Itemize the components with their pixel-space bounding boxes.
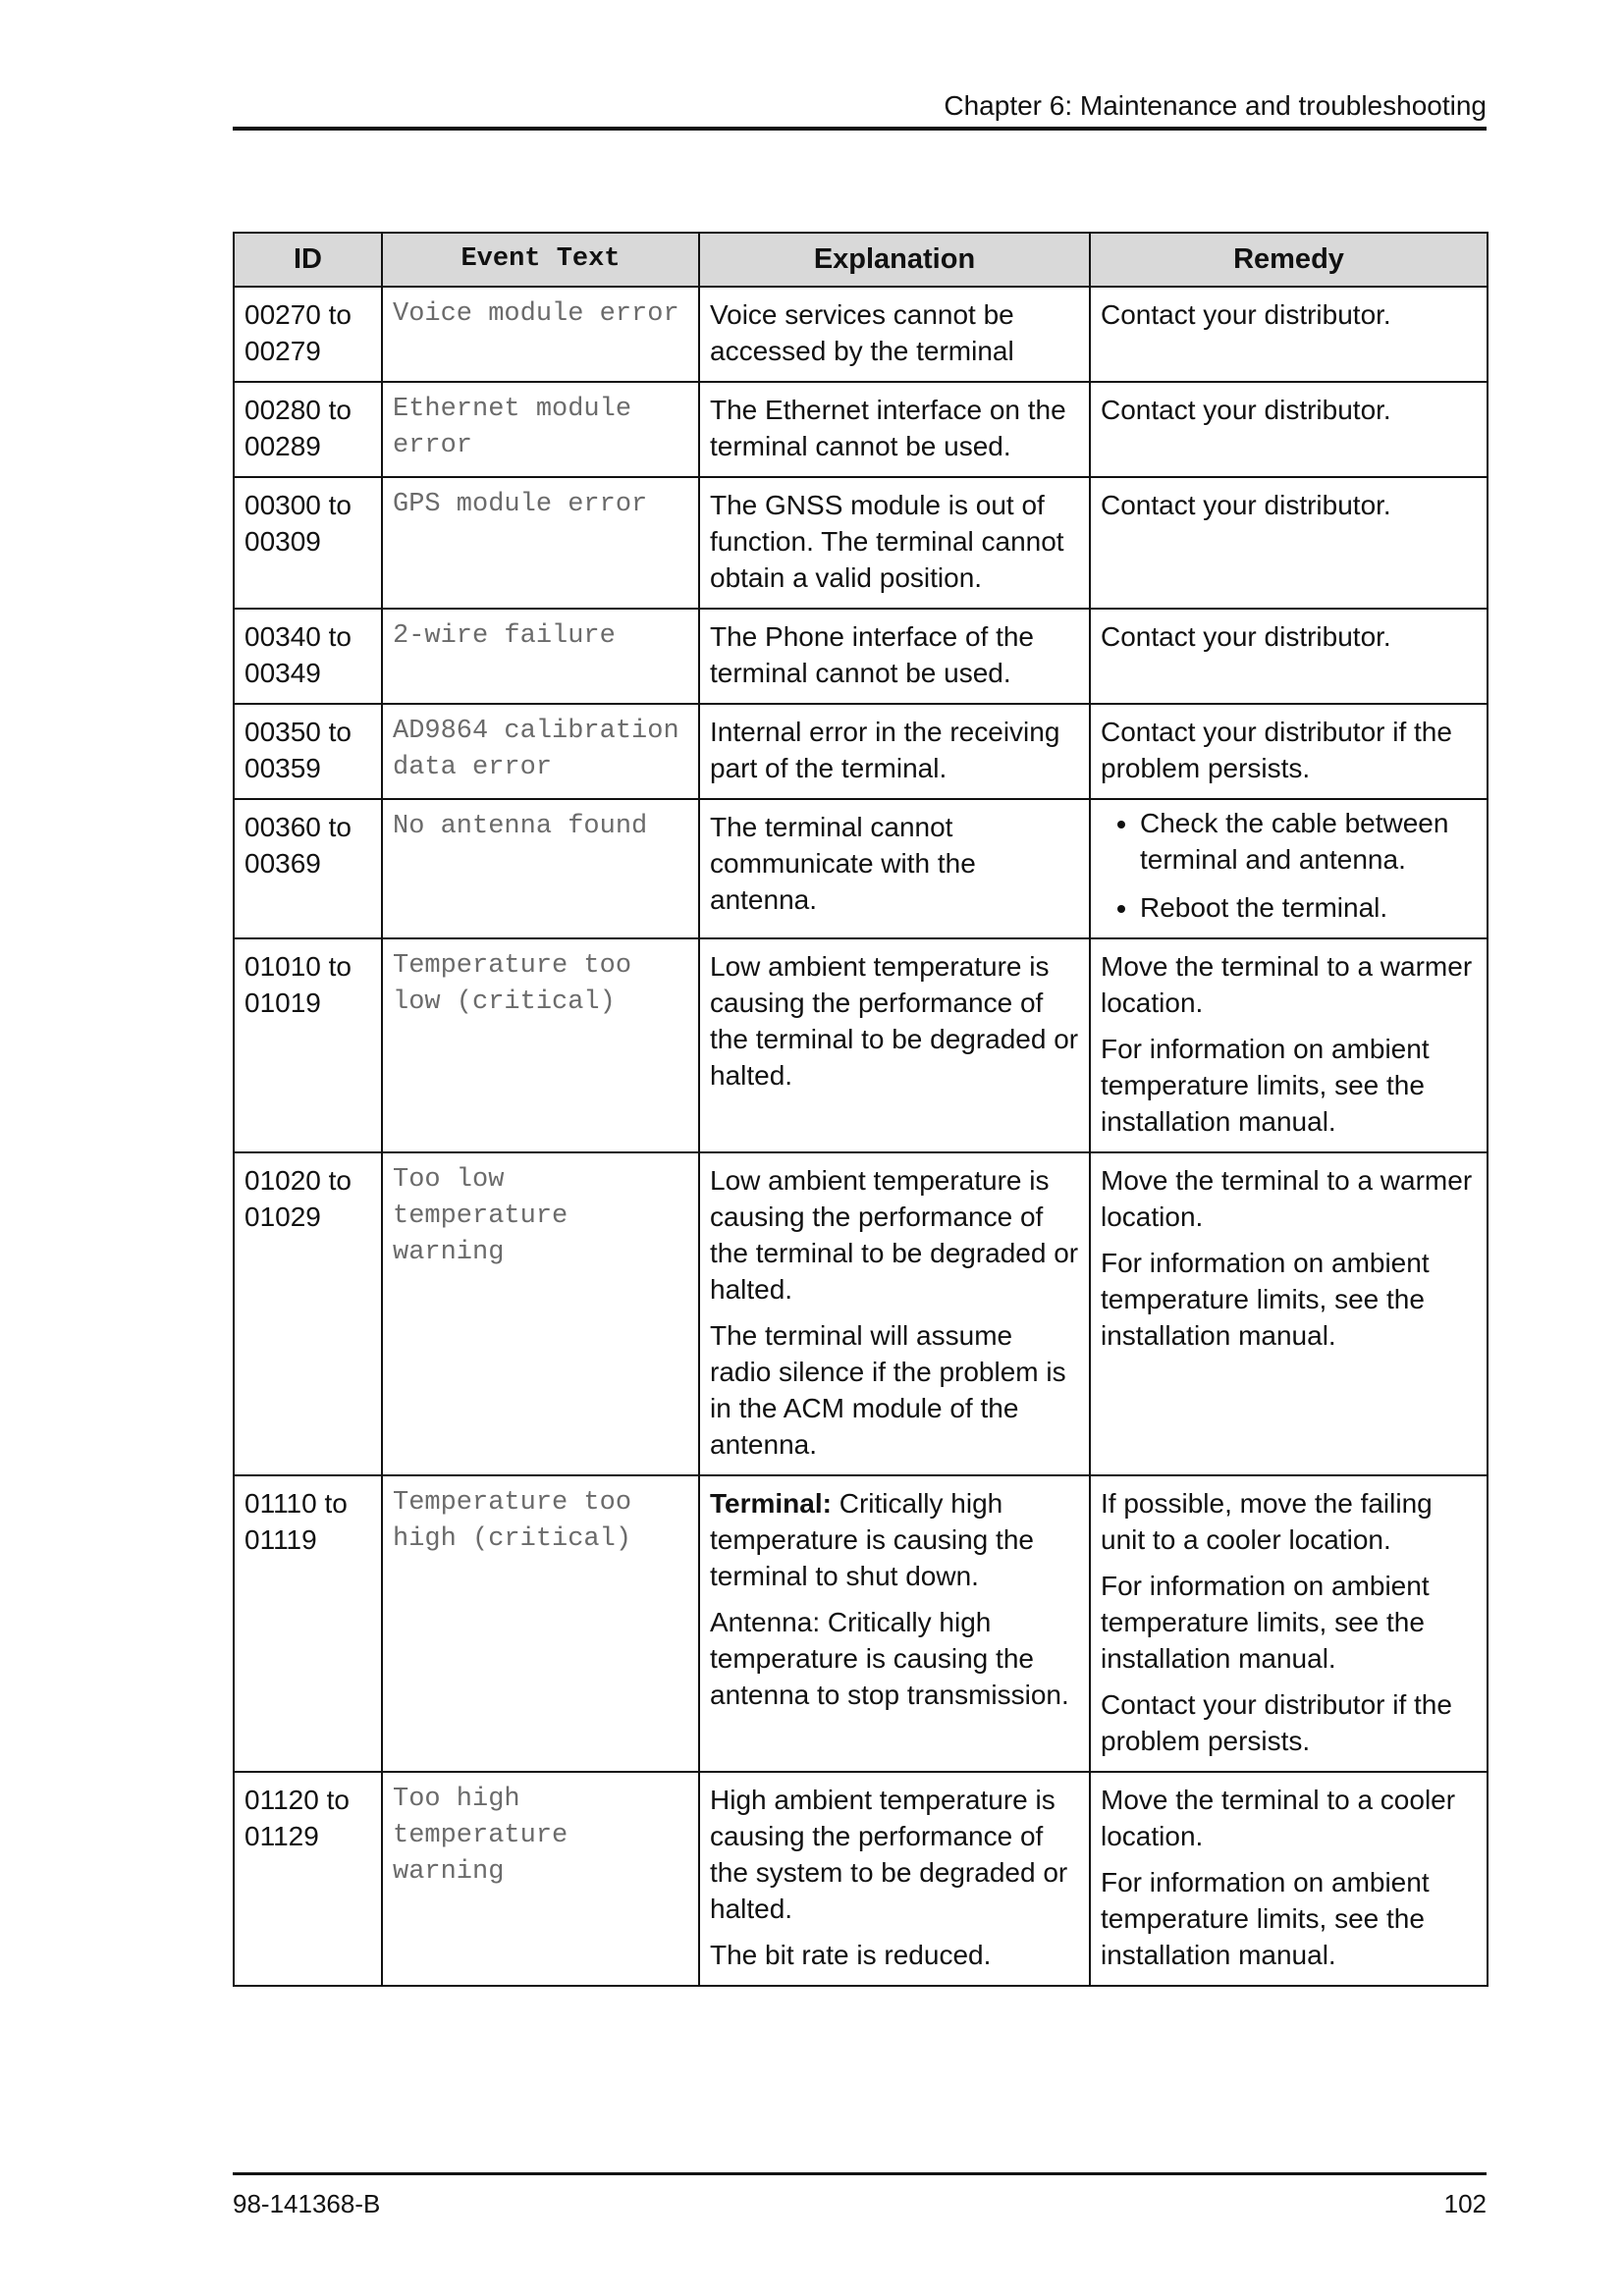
event-id: 00350 to 00359 xyxy=(234,704,382,799)
remedy-text: For information on ambient temperature limits, see the installation manual. xyxy=(1101,1867,1430,1970)
column-header-id: ID xyxy=(234,233,382,287)
table-row xyxy=(234,1475,1488,1772)
explanation-text: The GNSS module is out of function. The terminal cannot obtain a valid position. xyxy=(710,490,1064,593)
explanation-cell xyxy=(699,609,1090,704)
remedy-text: For information on ambient temperature limits, see the installation manual. xyxy=(1101,1571,1430,1674)
remedy-bullet: • Check the cable between terminal and antenna. xyxy=(1140,805,1477,878)
table-row xyxy=(234,704,1488,799)
remedy-bullet-list xyxy=(1101,805,1477,926)
remedy-text: If possible, move the failing unit to a cooler location. xyxy=(1101,1488,1433,1555)
column-header-remedy: Remedy xyxy=(1090,233,1488,287)
explanation-cell xyxy=(699,1475,1090,1772)
explanation-lead-rest: Critically high temperature is causing the terminal to shut down. xyxy=(710,1488,1034,1591)
remedy-cell xyxy=(1090,799,1488,938)
remedy-cell xyxy=(1090,704,1488,799)
remedy-text: Contact your distributor. xyxy=(1101,621,1391,652)
event-id: 01120 to 01129 xyxy=(234,1772,382,1986)
explanation-text: High ambient temperature is causing the performance of the system to be degraded or halted. xyxy=(710,1785,1068,1924)
column-header-event-text: Event Text xyxy=(382,233,699,287)
remedy-bullet: • Reboot the terminal. xyxy=(1140,889,1477,926)
remedy-text: Contact your distributor if the problem persists. xyxy=(1101,717,1452,783)
explanation-text: The Phone interface of the terminal cannot be used. xyxy=(710,621,1034,688)
explanation-text: The terminal cannot communicate with the antenna. xyxy=(710,812,976,915)
remedy-text: Contact your distributor. xyxy=(1101,299,1391,330)
remedy-text: Move the terminal to a warmer location. xyxy=(1101,951,1473,1018)
event-id: 00300 to 00309 xyxy=(234,477,382,609)
event-id: 00270 to 00279 xyxy=(234,287,382,382)
explanation-cell xyxy=(699,799,1090,938)
explanation-cell xyxy=(699,1152,1090,1475)
footer-rule xyxy=(233,2172,1487,2175)
event-text: 2-wire failure xyxy=(382,609,699,704)
remedy-text: Contact your distributor. xyxy=(1101,490,1391,520)
explanation-lead: Terminal: xyxy=(710,1488,832,1519)
event-text: No antenna found xyxy=(382,799,699,938)
remedy-cell xyxy=(1090,1152,1488,1475)
explanation-text: The bit rate is reduced. xyxy=(710,1940,992,1970)
table-row xyxy=(234,799,1488,938)
event-text: Ethernet module error xyxy=(382,382,699,477)
remedy-cell xyxy=(1090,382,1488,477)
event-text: Too high temperature warning xyxy=(382,1772,699,1986)
event-text: GPS module error xyxy=(382,477,699,609)
remedy-cell xyxy=(1090,609,1488,704)
explanation-cell xyxy=(699,287,1090,382)
event-text: Temperature too low (critical) xyxy=(382,938,699,1152)
remedy-text: Move the terminal to a warmer location. xyxy=(1101,1165,1473,1232)
table-row xyxy=(234,1772,1488,1986)
event-id: 00360 to 00369 xyxy=(234,799,382,938)
event-id: 01110 to 01119 xyxy=(234,1475,382,1772)
remedy-cell xyxy=(1090,1772,1488,1986)
table-row xyxy=(234,287,1488,382)
remedy-text: Contact your distributor. xyxy=(1101,395,1391,425)
table-row xyxy=(234,382,1488,477)
remedy-text: Contact your distributor if the problem persists. xyxy=(1101,1689,1452,1756)
explanation-text: The Ethernet interface on the terminal cannot be used. xyxy=(710,395,1066,461)
explanation-cell xyxy=(699,382,1090,477)
table-row xyxy=(234,1152,1488,1475)
column-header-explanation: Explanation xyxy=(699,233,1090,287)
explanation-cell xyxy=(699,938,1090,1152)
event-text: Temperature too high (critical) xyxy=(382,1475,699,1772)
event-id: 01010 to 01019 xyxy=(234,938,382,1152)
remedy-cell xyxy=(1090,477,1488,609)
event-id: 00280 to 00289 xyxy=(234,382,382,477)
event-text: Too low temperature warning xyxy=(382,1152,699,1475)
explanation-text: Low ambient temperature is causing the performance of the terminal to be degraded or halted. xyxy=(710,951,1079,1091)
event-id: 01020 to 01029 xyxy=(234,1152,382,1475)
event-text: AD9864 calibration data error xyxy=(382,704,699,799)
table-row xyxy=(234,938,1488,1152)
page-number: 102 xyxy=(1443,2189,1487,2218)
explanation-cell xyxy=(699,477,1090,609)
remedy-text: Move the terminal to a cooler location. xyxy=(1101,1785,1456,1851)
remedy-cell xyxy=(1090,1475,1488,1772)
explanation-text: Voice services cannot be accessed by the terminal xyxy=(710,299,1014,366)
event-id: 00340 to 00349 xyxy=(234,609,382,704)
table-row xyxy=(234,477,1488,609)
explanation-text: Low ambient temperature is causing the performance of the terminal to be degraded or halted. xyxy=(710,1165,1079,1305)
table-header-row xyxy=(234,233,1488,287)
remedy-text: For information on ambient temperature limits, see the installation manual. xyxy=(1101,1034,1430,1137)
explanation-text: Antenna: Critically high temperature is causing the antenna to stop transmission. xyxy=(710,1607,1069,1710)
explanation-text xyxy=(710,1485,1079,1594)
explanation-text: The terminal will assume radio silence if the problem is in the ACM module of the antenna. xyxy=(710,1320,1066,1460)
event-table xyxy=(233,232,1489,1987)
explanation-cell xyxy=(699,1772,1090,1986)
event-text: Voice module error xyxy=(382,287,699,382)
remedy-text: For information on ambient temperature limits, see the installation manual. xyxy=(1101,1248,1430,1351)
table-row xyxy=(234,609,1488,704)
explanation-text: Internal error in the receiving part of the terminal. xyxy=(710,717,1060,783)
header-rule xyxy=(233,127,1487,131)
document-number: 98-141368-B xyxy=(233,2189,381,2218)
remedy-cell xyxy=(1090,938,1488,1152)
chapter-title: Chapter 6: Maintenance and troubleshooting xyxy=(944,90,1487,121)
explanation-cell xyxy=(699,704,1090,799)
remedy-cell xyxy=(1090,287,1488,382)
